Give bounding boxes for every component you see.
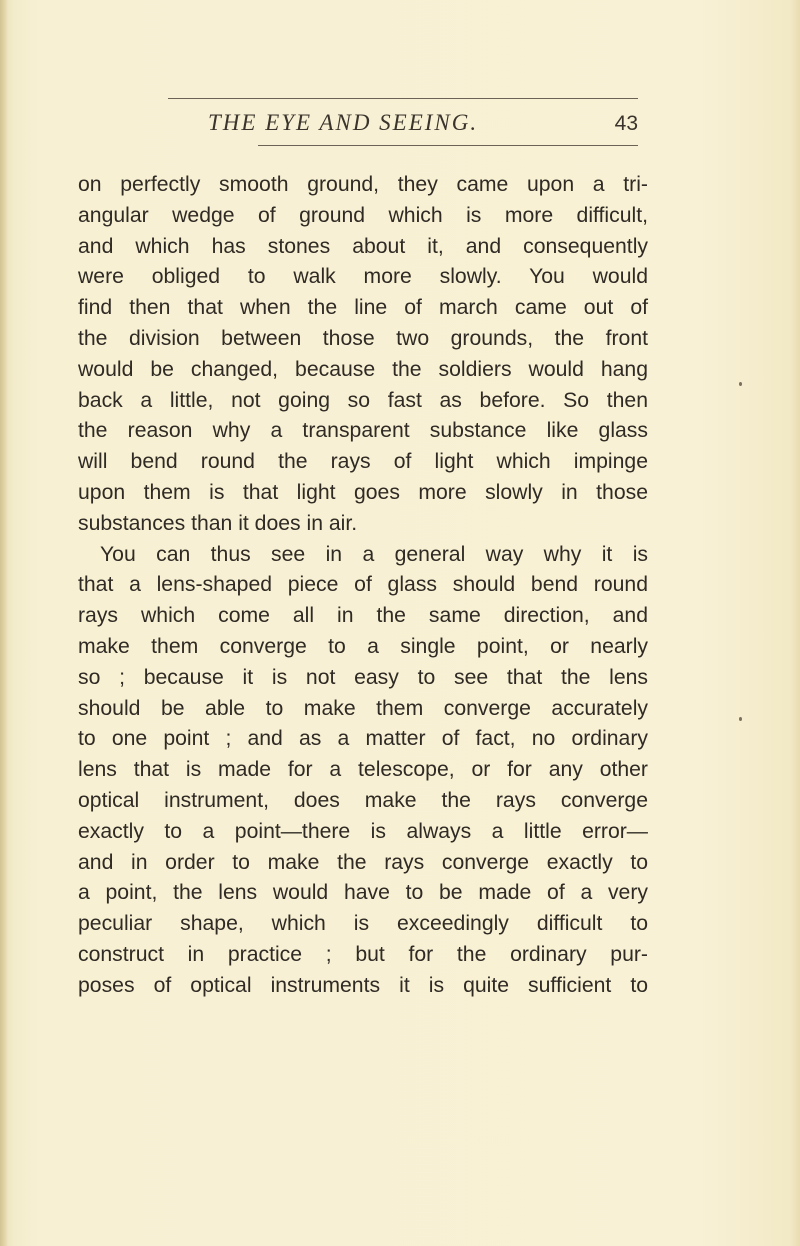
text-line: exactly to a point—there is always a little error— xyxy=(78,819,648,843)
page-number: 43 xyxy=(614,112,638,135)
text-line: construct in practice ; but for the ordinary pur- xyxy=(78,942,648,966)
text-line: make them converge to a single point, or nearly xyxy=(78,634,648,658)
text-line: find then that when the line of march came out of xyxy=(78,296,648,320)
paper-speck xyxy=(739,717,742,721)
text-line: were obliged to walk more slowly. You would xyxy=(78,265,648,289)
text-line: upon them is that light goes more slowly in those xyxy=(78,480,648,504)
text-line: back a little, not going so fast as before. So then xyxy=(78,388,648,412)
text-line: that a lens-shaped piece of glass should bend round xyxy=(78,573,648,597)
text-line: the reason why a transparent substance like glass xyxy=(78,419,648,443)
text-line: poses of optical instruments it is quite sufficient to xyxy=(78,973,648,997)
page-binding-edge xyxy=(0,0,8,1246)
text-line: will bend round the rays of light which impinge xyxy=(78,450,648,474)
text-line: and which has stones about it, and consequently xyxy=(78,234,648,258)
text-line: lens that is made for a telescope, or for any other xyxy=(78,758,648,782)
text-line: angular wedge of ground which is more difficult, xyxy=(78,203,648,227)
text-line: to one point ; and as a matter of fact, no ordinary xyxy=(78,727,648,751)
header-rule-bottom xyxy=(258,145,638,146)
text-line: optical instrument, does make the rays converge xyxy=(78,788,648,812)
text-line: would be changed, because the soldiers would hang xyxy=(78,357,648,381)
paragraph-start-line: You can thus see in a general way why it is xyxy=(100,542,648,566)
text-line: should be able to make them converge accurately xyxy=(78,696,648,720)
running-title: THE EYE AND SEEING. xyxy=(208,110,479,135)
text-line: so ; because it is not easy to see that the lens xyxy=(78,665,648,689)
paper-speck xyxy=(739,382,742,386)
text-line: the division between those two grounds, the front xyxy=(78,326,648,350)
paragraph-end-line: substances than it does in air. xyxy=(78,511,358,535)
header-rule-top xyxy=(168,98,638,99)
running-header xyxy=(168,110,638,146)
body-text xyxy=(78,170,648,1002)
text-line: on perfectly smooth ground, they came upon a tri- xyxy=(78,173,648,196)
text-line: peculiar shape, which is exceedingly difficult to xyxy=(78,912,648,936)
text-line: rays which come all in the same direction, and xyxy=(78,604,648,628)
text-line: a point, the lens would have to be made of a very xyxy=(78,881,648,905)
text-line: and in order to make the rays converge exactly to xyxy=(78,850,648,874)
